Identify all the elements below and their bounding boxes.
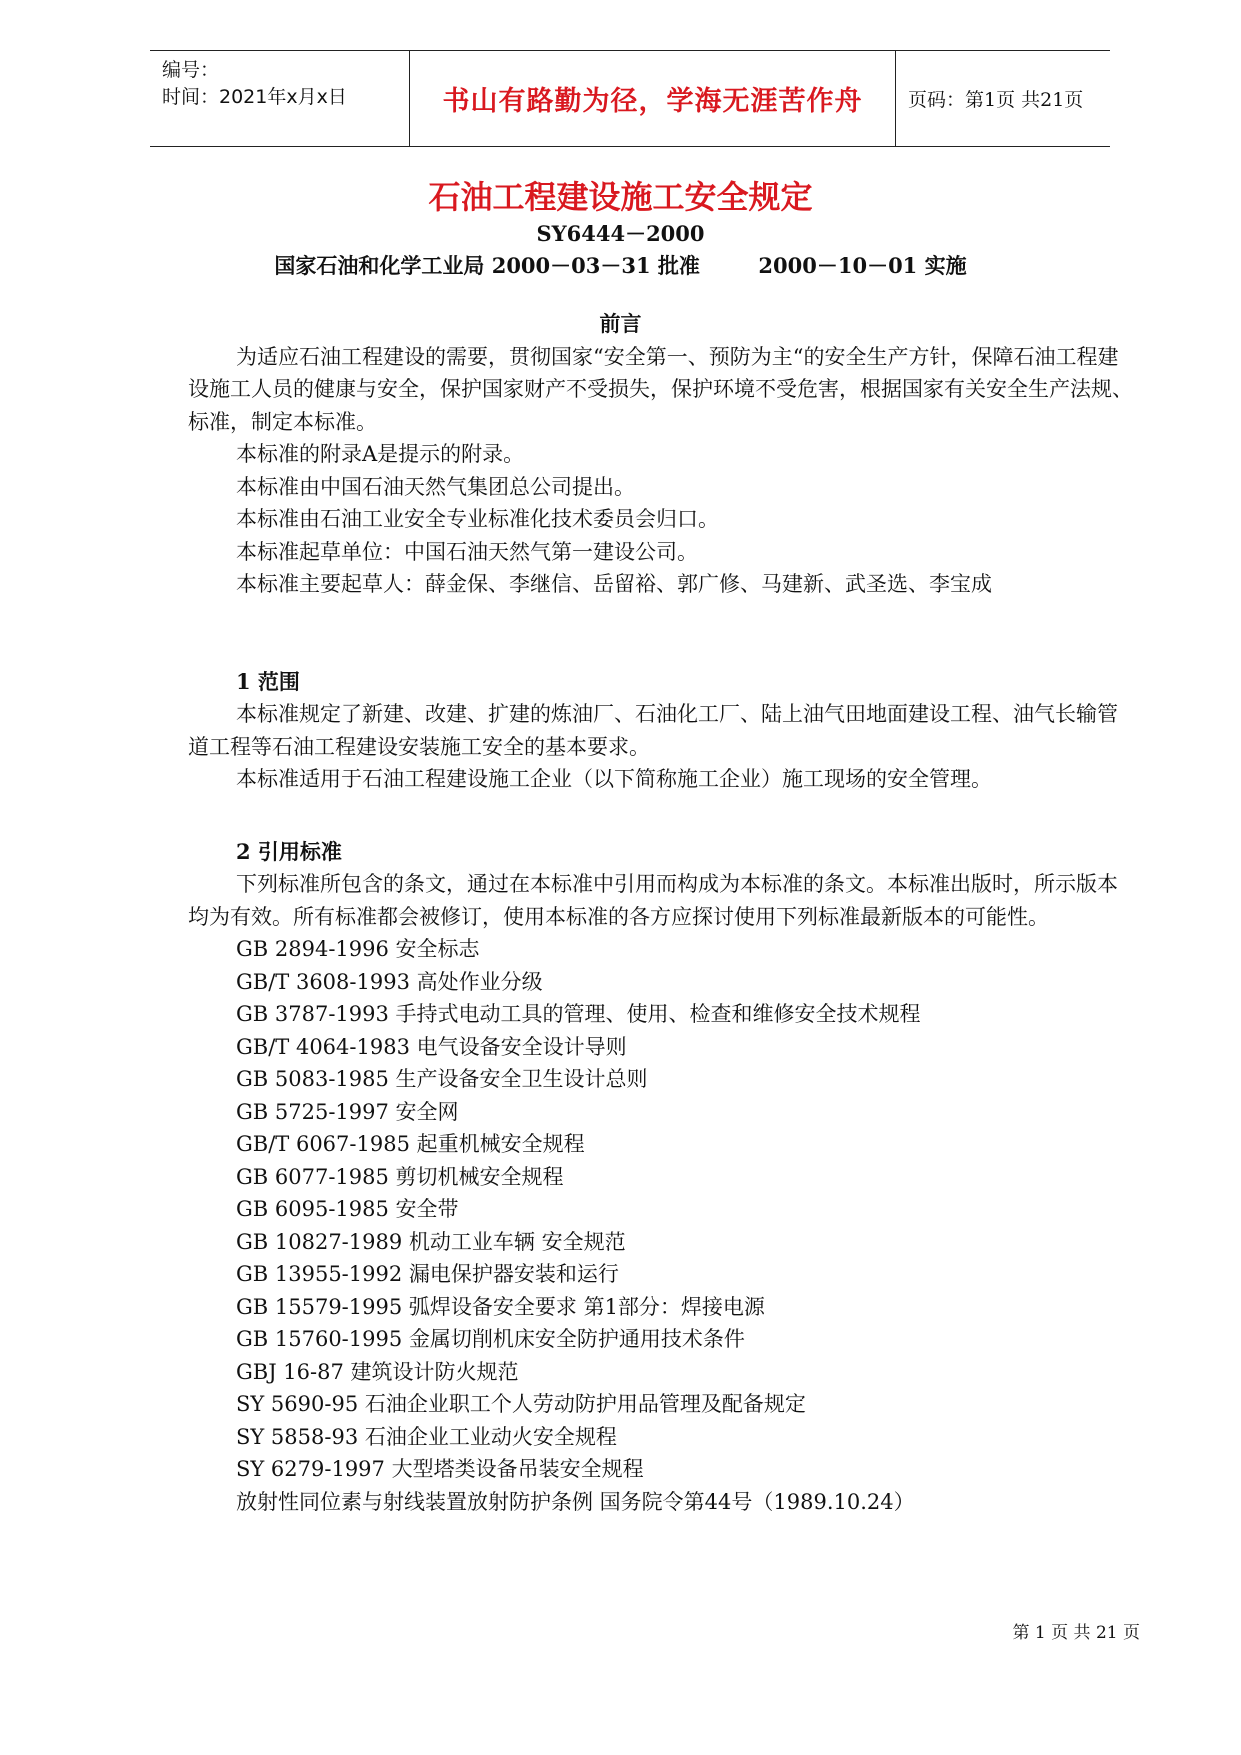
reference-item: GB/T 3608-1993 高处作业分级 — [236, 969, 543, 994]
document-code: SY6444－2000 — [536, 221, 705, 246]
reference-item: GB 10827-1989 机动工业车辆 安全规范 — [236, 1229, 626, 1254]
reference-item: SY 6279-1997 大型塔类设备吊装安全规程 — [236, 1457, 644, 1481]
header-motto: 书山有路勤为径，学海无涯苦作舟 — [410, 51, 896, 146]
reference-item: GB 6077-1985 剪切机械安全规程 — [236, 1164, 564, 1189]
header-meta — [150, 51, 410, 146]
section-1-paragraph: 本标准适用于石油工程建设施工企业（以下简称施工企业）施工现场的安全管理。 — [236, 767, 992, 791]
spacer — [188, 601, 1138, 666]
approval-line: 国家石油和化学工业局 2000－03－31 批准 2000－10－01 实施 — [274, 253, 967, 278]
reference-item: SY 5858-93 石油企业工业动火安全规程 — [236, 1424, 617, 1449]
foreword-paragraph: 本标准由石油工业安全专业标准化技术委员会归口。 — [236, 507, 719, 531]
spacer — [188, 796, 1138, 836]
document-title: 石油工程建设施工安全规定 — [428, 178, 813, 216]
section-2-intro: 下列标准所包含的条文，通过在本标准中引用而构成为本标准的条文。本标准出版时，所示版本均为有效。所有标准都会被修订，使用本标准的各方应探讨使用下列标准最新版本的可能性。 — [188, 872, 1118, 929]
foreword-paragraph: 本标准起草单位：中国石油天然气第一建设公司。 — [236, 539, 698, 564]
header-page-info: 页码：第1页 共21页 — [908, 89, 1084, 111]
reference-item: GB/T 4064-1983 电气设备安全设计导则 — [236, 1034, 627, 1059]
reference-item: GB 6095-1985 安全带 — [236, 1197, 459, 1221]
section-1-heading: 1 范围 — [236, 668, 300, 694]
reference-item: GB 5083-1985 生产设备安全卫生设计总则 — [236, 1067, 648, 1091]
reference-item: 放射性同位素与射线装置放射防护条例 国务院令第44号（1989.10.24） — [236, 1489, 915, 1514]
reference-item: GB 15760-1995 金属切削机床安全防护通用技术条件 — [236, 1327, 745, 1351]
reference-item: GB 5725-1997 安全网 — [236, 1099, 459, 1124]
reference-item: GB/T 6067-1985 起重机械安全规程 — [236, 1132, 585, 1156]
foreword-paragraph: 本标准的附录A是提示的附录。 — [236, 442, 525, 466]
page-footer: 第 1 页 共 21 页 — [1012, 1623, 1140, 1643]
foreword-heading: 前言 — [599, 311, 642, 336]
time-label: 时间：2021年x月x日 — [162, 86, 347, 108]
foreword-paragraph: 本标准主要起草人：薛金保、李继信、岳留裕、郭广修、马建新、武圣选、李宝成 — [236, 572, 992, 596]
reference-item: GBJ 16-87 建筑设计防火规范 — [236, 1359, 519, 1384]
foreword-paragraph: 为适应石油工程建设的需要，贯彻国家“安全第一、预防为主“的安全生产方针，保障石油工程建设施工人员的健康与安全，保护国家财产不受损失，保护环境不受危害，根据国家有关安全生产法规、标准，制定本标准。 — [188, 344, 1133, 434]
reference-item: GB 3787-1993 手持式电动工具的管理、使用、检查和维修安全技术规程 — [236, 1002, 921, 1026]
foreword-paragraph: 本标准由中国石油天然气集团总公司提出。 — [236, 474, 635, 499]
reference-item: SY 5690-95 石油企业职工个人劳动防护用品管理及配备规定 — [236, 1392, 806, 1416]
reference-item: GB 13955-1992 漏电保护器安装和运行 — [236, 1262, 619, 1286]
document-body — [188, 308, 1138, 1518]
section-2-heading: 2 引用标准 — [236, 838, 342, 864]
reference-item: GB 2894-1996 安全标志 — [236, 937, 480, 961]
page-header — [150, 50, 1110, 147]
section-1-paragraph: 本标准规定了新建、改建、扩建的炼油厂、石油化工厂、陆上油气田地面建设工程、油气长输管道工程等石油工程建设安装施工安全的基本要求。 — [188, 702, 1118, 759]
number-label: 编号： — [162, 59, 220, 81]
reference-item: GB 15579-1995 弧焊设备安全要求 第1部分：焊接电源 — [236, 1294, 765, 1319]
